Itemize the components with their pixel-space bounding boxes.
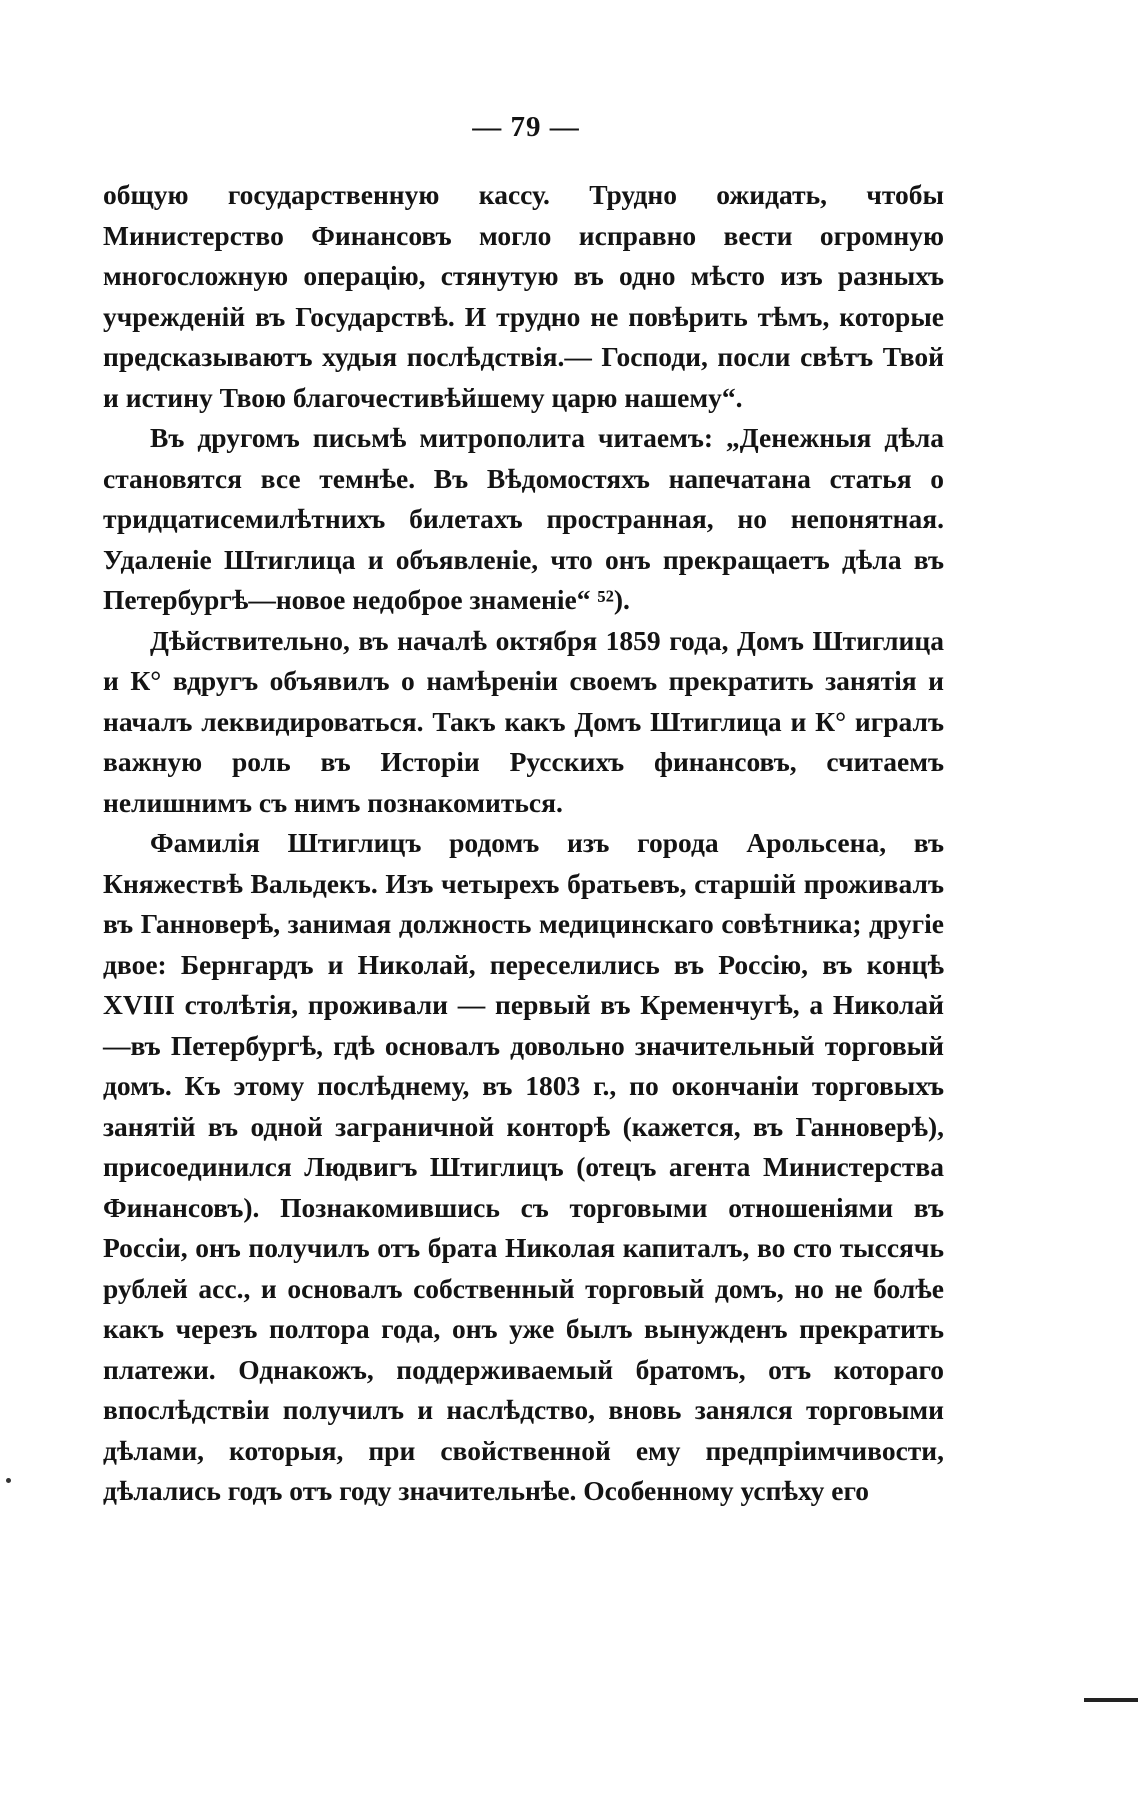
page-number: — 79 — [472, 111, 580, 143]
paragraph-4: Фамилія Штиглицъ родомъ изъ города Арольсена, въ Княжествѣ Вальдекъ. Изъ четырехъ братьевъ, старшій проживалъ въ Ганноверѣ, занимая должность медицинскаго совѣтника; другіе двое: Бернгардъ и Николай, переселились въ Россію, въ концѣ XVIII столѣтія, проживали — первый въ Кременчугѣ, а Николай—въ Петербургѣ, гдѣ основалъ довольно значительный торговый домъ. Къ этому послѣднему, въ 1803 г., по окончаніи торговыхъ занятій въ одной заграничной конторѣ (кажется, въ Ганноверѣ), присоединился Людвигъ Штиглицъ (отецъ агента Министерства Финансовъ). Познакомившись съ торговыми отношеніями въ Россіи, онъ получилъ отъ брата Николая капиталъ, во сто тыссячь рублей асс., и основалъ собственный торговый домъ, но не болѣе какъ черезъ полтора года, онъ уже былъ вынужденъ прекратить платежи. Однакожъ, поддерживаемый братомъ, отъ котораго впослѣдствіи получилъ и наслѣдство, вновь занялся торговыми дѣлами, которыя, при свойственной ему предпріимчивости, дѣлались годъ отъ году значительнѣе. Особенному успѣху его [103, 827, 944, 1506]
body-text [103, 175, 944, 1512]
paragraph-2: Въ другомъ письмѣ митрополита читаемъ: „Денежныя дѣла становятся все темнѣе. Въ Вѣдомостяхъ напечатана статья о тридцатисемилѣтнихъ билетахъ пространная, но непонятная. Удаленіе Штиглица и объявленіе, что онъ прекращаетъ дѣла въ Петербургѣ—новое недоброе знаменіе“ ⁵²). [103, 422, 944, 615]
paragraph-1: общую государственную кассу. Трудно ожидать, чтобы Министерство Финансовъ могло исправно вести огромную многосложную операцію, стянутую въ одно мѣсто изъ разныхъ учрежденій въ Государствѣ. И трудно не повѣрить тѣмъ, которые предсказываютъ худыя послѣдствія.— Господи, посли свѣтъ Твой и истину Твою благочестивѣйшему царю нашему“. [103, 179, 944, 413]
scan-edge-mark [1084, 1698, 1138, 1702]
scan-speck [6, 1478, 11, 1483]
paragraph-3: Дѣйствительно, въ началѣ октября 1859 года, Домъ Штиглица и К° вдругъ объявилъ о намѣреніи своемъ прекратить занятія и началъ леквидироваться. Такъ какъ Домъ Штиглица и К° игралъ важную роль въ Исторіи Русскихъ финансовъ, считаемъ нелишнимъ съ нимъ познакомиться. [103, 624, 944, 818]
